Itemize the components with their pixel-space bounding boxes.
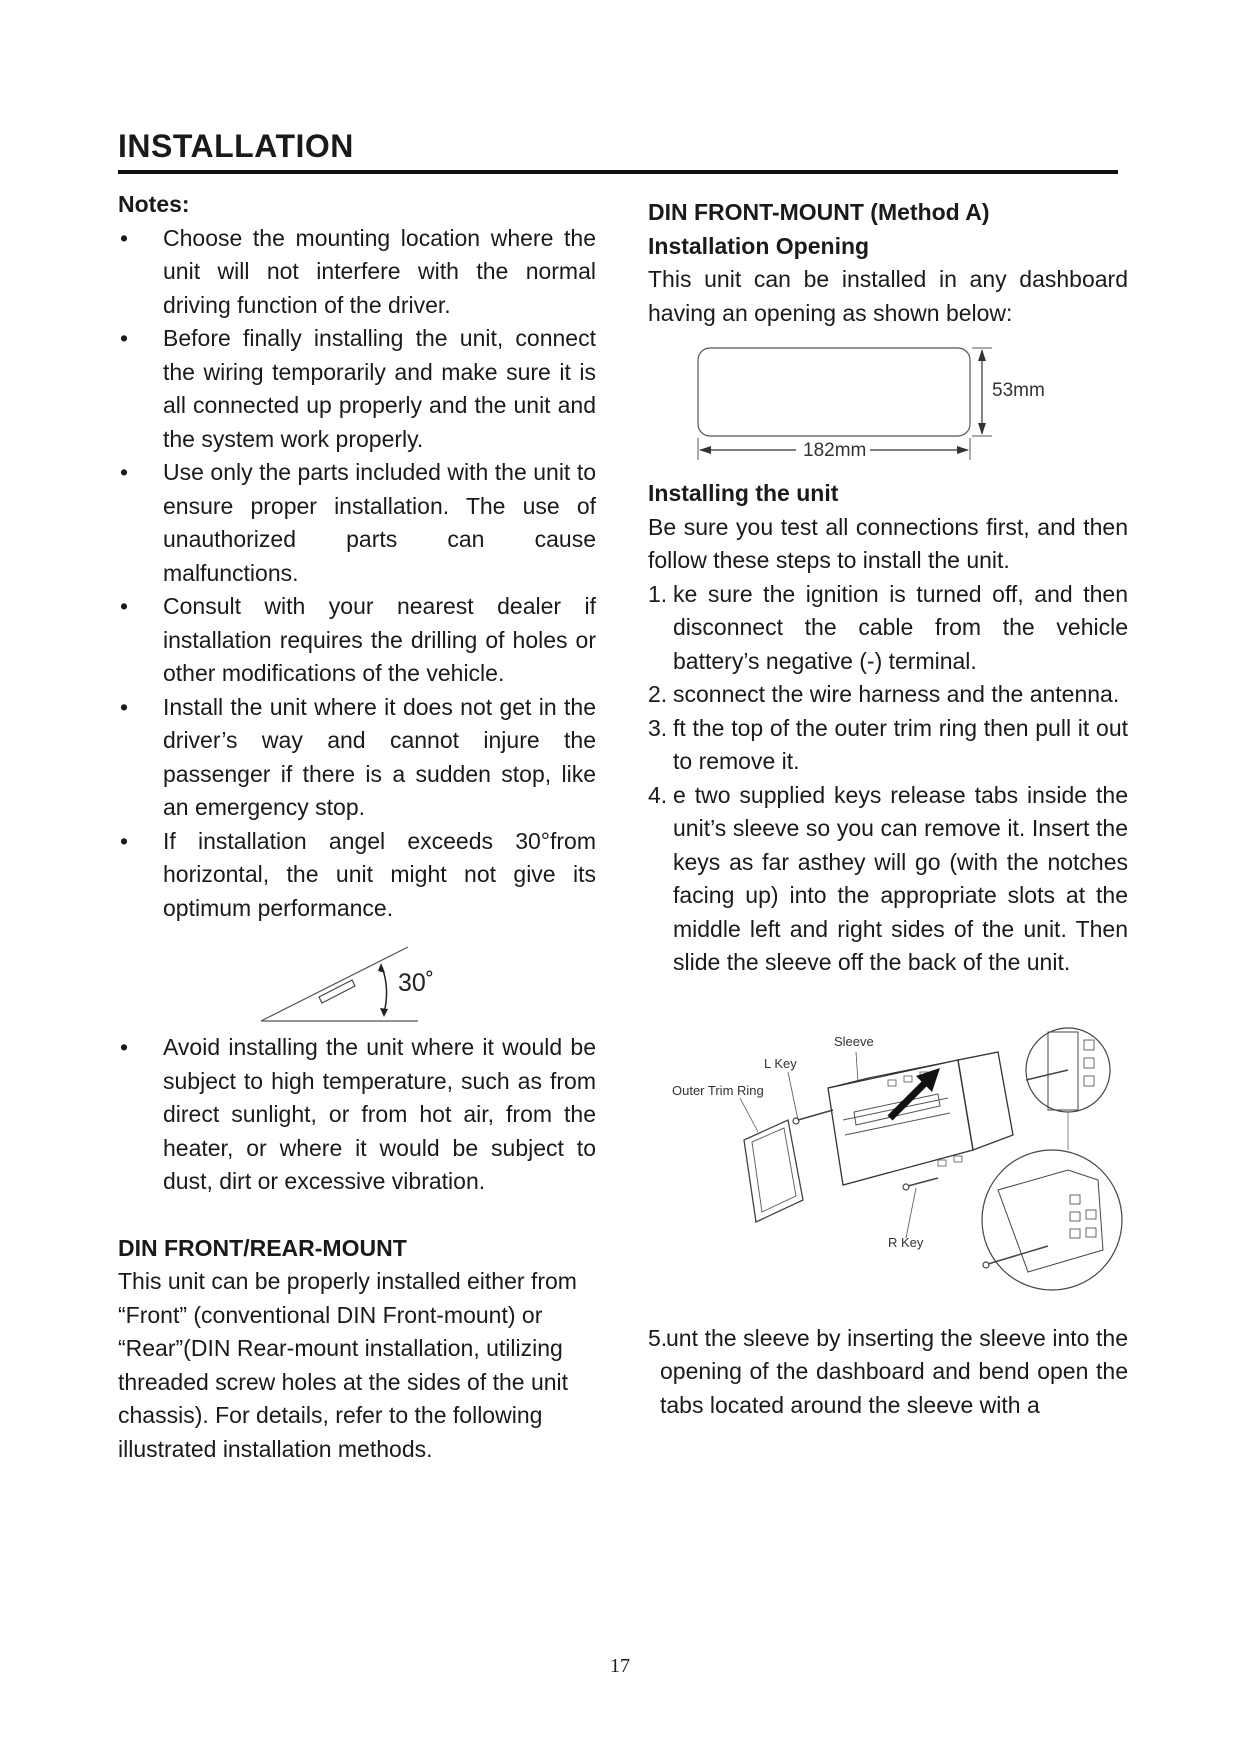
step-text: ke sure the ignition is turned off, and then disconnect the cable from the vehicle battery’s negative (-) terminal. xyxy=(673,580,1128,674)
installing-text: Be sure you test all connections first, and then follow these steps to install the unit. xyxy=(648,513,1128,573)
notes-list-continued xyxy=(118,1031,596,1199)
label-r-key: R Key xyxy=(888,1234,924,1250)
dimension-height: 53mm xyxy=(992,380,1045,401)
note-text: Before finally installing the unit, connect the wiring temporarily and make sure it is all connected up properly and the unit and the system work properly. xyxy=(163,325,596,452)
bullet-icon: • xyxy=(120,459,129,485)
din-heading: DIN FRONT/REAR-MOUNT xyxy=(118,1234,407,1261)
angle-label: 30˚ xyxy=(398,969,435,997)
opening-heading: Installation Opening xyxy=(648,232,870,259)
step-item xyxy=(648,678,1128,712)
opening-diagram xyxy=(648,338,1128,473)
label-outer-trim-ring: Outer Trim Ring xyxy=(672,1082,764,1098)
steps-list xyxy=(648,578,1128,980)
page-number: 17 xyxy=(610,1655,630,1677)
bullet-icon: • xyxy=(120,593,129,619)
note-text: Avoid installing the unit where it would be subject to high temperature, such as from direct sunlight, or from hot air, from the heater, or where it would be subject to dust, dirt or excessive vibration. xyxy=(163,1034,596,1194)
bullet-icon: • xyxy=(120,693,129,720)
step-text: unt the sleeve by inserting the sleeve into the opening of the dashboard and bend open the tabs located around the sleeve with a xyxy=(660,1324,1128,1418)
method-heading: DIN FRONT-MOUNT (Method A) xyxy=(648,199,990,225)
title-divider xyxy=(118,170,1118,174)
note-item xyxy=(118,322,596,456)
right-column xyxy=(648,196,1128,1422)
step-number: 3. xyxy=(648,714,668,741)
angle-diagram xyxy=(118,929,596,1029)
notes-list xyxy=(118,222,596,926)
step-number: 4. xyxy=(648,781,668,808)
step-text: sconnect the wire harness and the antenna. xyxy=(673,681,1120,707)
steps-list-continued xyxy=(648,1322,1128,1423)
opening-text: This unit can be installed in any dashboard having an opening as shown below: xyxy=(648,266,1128,326)
step-text: e two supplied keys release tabs inside the unit’s sleeve so you can remove it. Insert the keys as far asthey will go (with the notches facing up) into the appropriate slots at the middle left and right sides of the unit. Then slide the sleeve off the back of the unit. xyxy=(673,781,1128,975)
page-title: INSTALLATION xyxy=(118,128,354,164)
step-item xyxy=(648,779,1128,980)
note-item xyxy=(118,825,596,926)
step-item xyxy=(648,1322,1128,1423)
dimension-width: 182mm xyxy=(803,440,867,461)
step-item xyxy=(648,578,1128,679)
left-column xyxy=(118,188,596,1466)
exploded-installation-diagram xyxy=(648,1010,1128,1310)
step-number: 5. xyxy=(648,1324,668,1351)
note-item xyxy=(118,590,596,691)
step-text: ft the top of the outer trim ring then pull it out to remove it. xyxy=(673,714,1128,774)
installing-heading: Installing the unit xyxy=(648,480,839,506)
bullet-icon: • xyxy=(120,827,129,854)
bullet-icon: • xyxy=(120,325,129,351)
step-number: 2. xyxy=(648,681,668,707)
note-item xyxy=(118,456,596,590)
note-item xyxy=(118,222,596,323)
notes-heading: Notes: xyxy=(118,191,190,217)
step-item xyxy=(648,712,1128,779)
step-number: 1. xyxy=(648,580,668,607)
note-text: Consult with your nearest dealer if installation requires the drilling of holes or other modifications of the vehicle. xyxy=(163,593,596,686)
note-item xyxy=(118,691,596,825)
bullet-icon: • xyxy=(120,224,129,251)
note-text: Install the unit where it does not get in the driver’s way and cannot injure the passenger if there is a sudden stop, like an emergency stop. xyxy=(163,693,596,820)
label-sleeve: Sleeve xyxy=(834,1033,874,1049)
note-item xyxy=(118,1031,596,1199)
label-l-key: L Key xyxy=(764,1055,797,1071)
bullet-icon: • xyxy=(120,1034,129,1060)
din-text: This unit can be properly installed either from “Front” (conventional DIN Front-mount) or “Rear”(DIN Rear-mount installation, utilizing threaded screw holes at the sides of the unit chassis). For details, refer to the following illustrated installation methods. xyxy=(118,1268,577,1462)
note-text: If installation angel exceeds 30°from horizontal, the unit might not give its optimum performance. xyxy=(163,827,596,921)
note-text: Use only the parts included with the unit to ensure proper installation. The use of unauthorized parts can cause malfunctions. xyxy=(163,459,596,586)
note-text: Choose the mounting location where the unit will not interfere with the normal driving function of the driver. xyxy=(163,224,596,318)
